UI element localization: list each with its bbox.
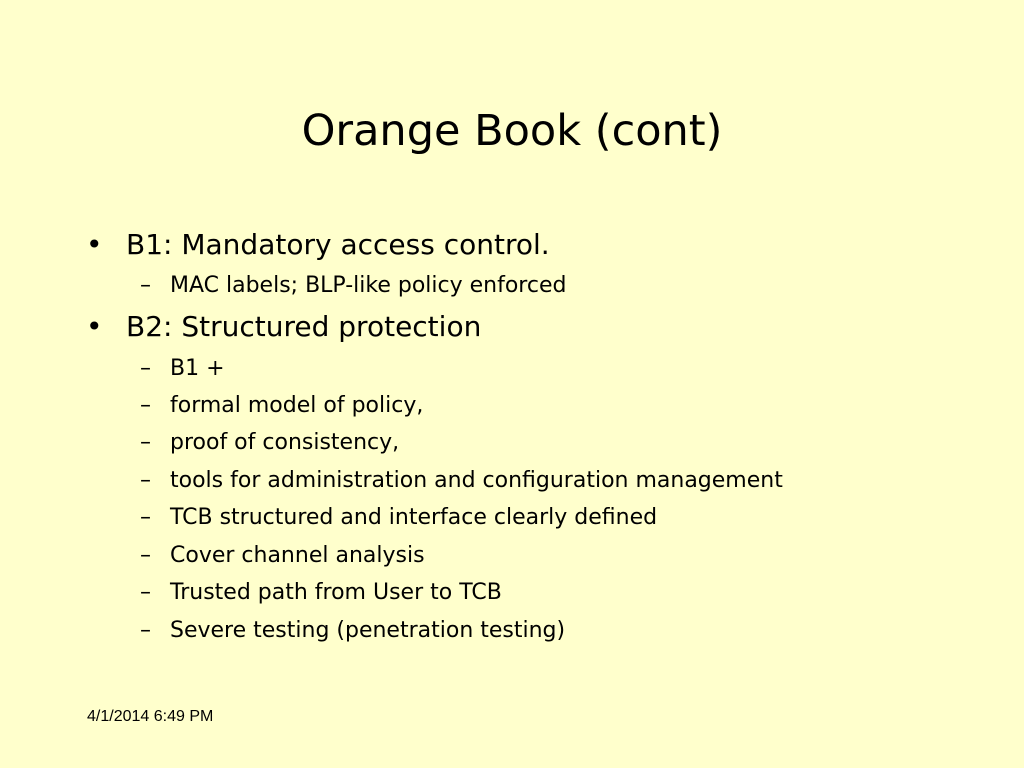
subitem-text: tools for administration and configuration management <box>170 468 783 493</box>
subitem-marker: – <box>140 430 151 455</box>
subitem-text: Severe testing (penetration testing) <box>170 618 566 643</box>
subitem-marker: – <box>140 393 151 418</box>
subitem-text: TCB structured and interface clearly defined <box>170 505 658 530</box>
subitem-marker: – <box>140 580 151 605</box>
subitem-marker: – <box>140 618 151 643</box>
subitem-text: Cover channel analysis <box>170 543 425 568</box>
subitem-text: formal model of policy, <box>170 393 424 418</box>
subitem-text: Trusted path from User to TCB <box>170 580 502 605</box>
subitem-marker: – <box>140 356 151 381</box>
bullet-marker: • <box>86 228 103 261</box>
subitem-marker: – <box>140 543 151 568</box>
footer-date: 4/1/2014 6:49 PM <box>87 708 214 725</box>
bullet-marker: • <box>86 310 103 343</box>
subitem-marker: – <box>140 468 151 493</box>
subitem-text: MAC labels; BLP-like policy enforced <box>170 273 567 298</box>
bullet-text: B2: Structured protection <box>126 310 482 343</box>
subitem-text: B1 + <box>170 356 225 381</box>
subitem-marker: – <box>140 273 151 298</box>
subitem-marker: – <box>140 505 151 530</box>
bullet-text: B1: Mandatory access control. <box>126 228 550 261</box>
subitem-text: proof of consistency, <box>170 430 400 455</box>
slide-title: Orange Book (cont) <box>301 106 723 156</box>
